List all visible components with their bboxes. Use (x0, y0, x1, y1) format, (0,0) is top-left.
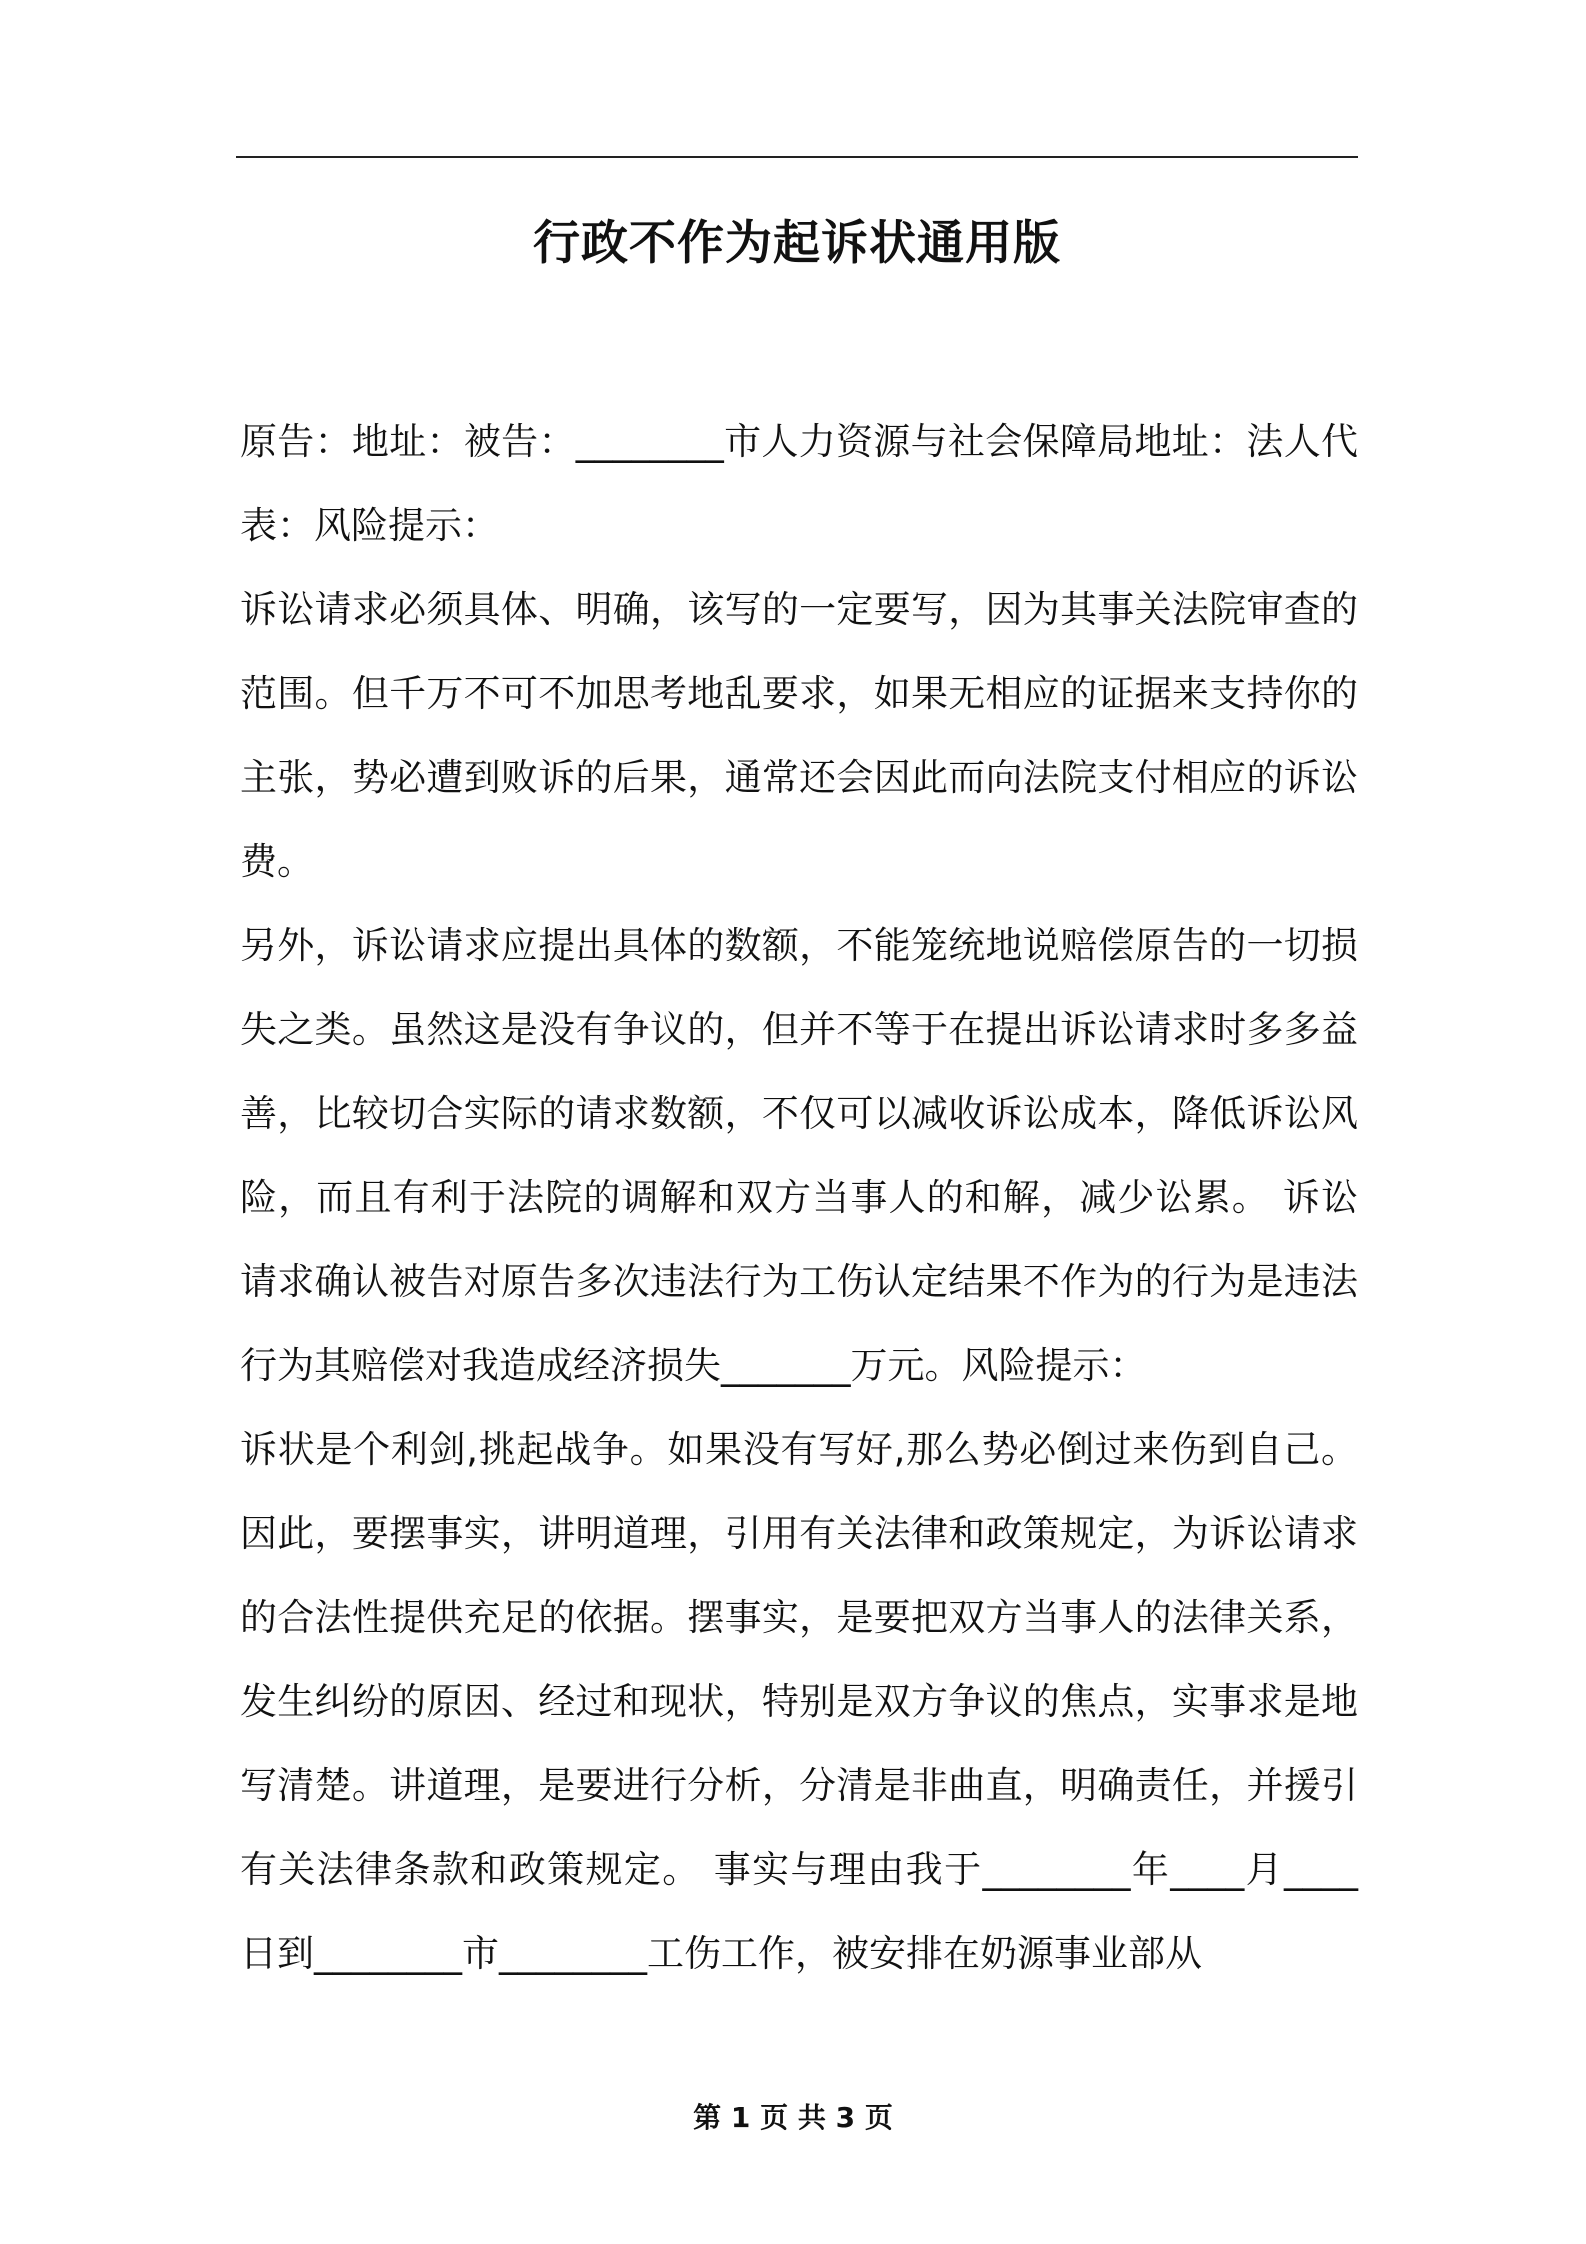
document-title: 行政不作为起诉状通用版 (533, 216, 1061, 271)
paragraph-facts: 诉状是个利剑,挑起战争。如果没有写好,那么势必倒过来伤到自己。因此，要摆事实，讲明道理，引用有关法律和政策规定，为诉讼请求的合法性提供充足的依据。摆事实，是要把双方当事人的法律关系，发生纠纷的原因、经过和现状，特别是双方争议的焦点，实事求是地写清楚。讲道理，是要进行分析，分清是非曲直，明确责任，并援引有关法律条款和政策规定。 事实与理由我于________年____月____日到________市________工伤工作，被安排在奶源事业部从 (240, 1428, 1358, 1975)
paragraph-parties: 原告：地址：被告：________市人力资源与社会保障局地址：法人代表：风险提示： (240, 420, 1358, 547)
header-rule (236, 156, 1358, 158)
document-body (240, 400, 1358, 1996)
paragraph-claims: 另外，诉讼请求应提出具体的数额，不能笼统地说赔偿原告的一切损失之类。虽然这是没有争议的，但并不等于在提出诉讼请求时多多益善，比较切合实际的请求数额，不仅可以减收诉讼成本，降低诉讼风险，而且有利于法院的调解和双方当事人的和解，减少讼累。 诉讼请求确认被告对原告多次违法行为工伤认定结果不作为的行为是违法行为其赔偿对我造成经济损失_______万元。风险提示： (240, 924, 1358, 1387)
paragraph-risk-note-1: 诉讼请求必须具体、明确，该写的一定要写，因为其事关法院审查的范围。但千万不可不加思考地乱要求，如果无相应的证据来支持你的主张，势必遭到败诉的后果，通常还会因此而向法院支付相应的诉讼费。 (240, 588, 1358, 883)
page-indicator: 第 1 页 共 3 页 (693, 2101, 893, 2134)
